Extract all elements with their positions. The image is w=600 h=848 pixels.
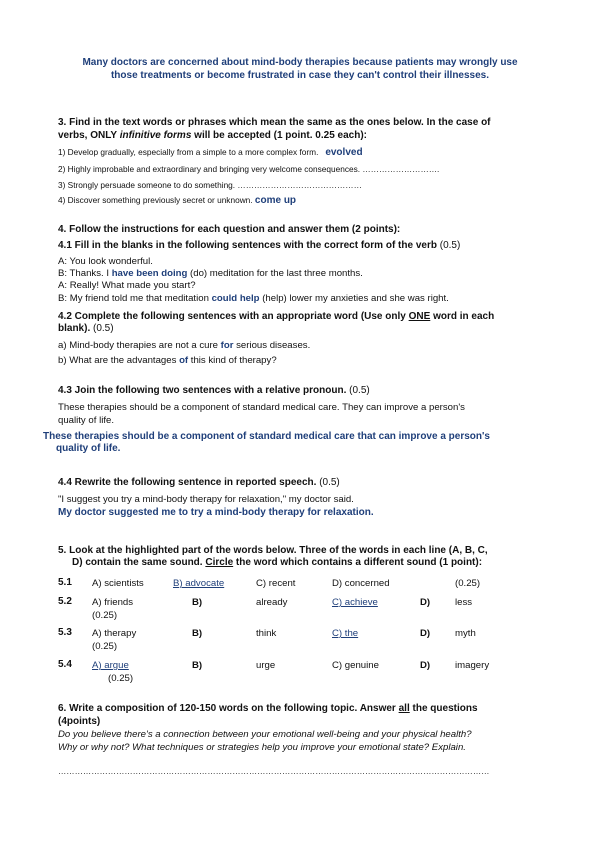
q5-row-1-option-a: A) scientists <box>92 578 144 589</box>
q44-heading: 4.4 Rewrite the following sentence in reported speech. (0.5) <box>58 477 340 488</box>
q5-row-4-option-d-letter: D) <box>420 660 431 671</box>
q3-item-3: 3) Strongly persuade someone to do something. ……………………………………… <box>58 180 362 190</box>
q5-row-2-option-d-word: less <box>455 597 473 608</box>
q5-row-number: 5.1 <box>58 577 72 588</box>
q5-heading-line-2: D) contain the same sound. Circle the word which contains a different sound (1 point): <box>72 557 483 568</box>
q43-text-1: These therapies should be a component of standard medical care. They can improve a person's <box>58 402 465 413</box>
q5-row-2-option-b-letter: B) <box>192 597 203 608</box>
q5-row-3-option-d-letter: D) <box>420 628 431 639</box>
q3-item-4: 4) Discover something previously secret or unknown. come up <box>58 195 297 206</box>
q42-heading-line-2: blank). (0.5) <box>58 323 114 334</box>
q3-item-2: 2) Highly improbable and extraordinary and bringing very welcome consequences. ………………………. <box>58 164 440 174</box>
q5-row-2-option-b-word: already <box>256 597 288 608</box>
q5-row-number: 5.2 <box>58 596 72 607</box>
q43-heading: 4.3 Join the following two sentences with a relative pronoun. (0.5) <box>58 385 370 396</box>
q5-row-3-option-b-letter: B) <box>192 628 203 639</box>
q5-row-1-option-b-circled: B) advocate <box>173 578 225 589</box>
q41-line-d: B: My friend told me that meditation could help (help) lower my anxieties and she was right. <box>58 293 449 304</box>
q5-row-3-option-a: A) therapy <box>92 628 137 639</box>
q5-row-4-option-c: C) genuine <box>332 660 379 671</box>
q5-row-2-points: (0.25) <box>92 610 118 621</box>
q6-writing-line[interactable]: ………………………………………………………………………………………………………………………………………… <box>58 766 490 776</box>
q6-prompt-line-2: Why or why not? What techniques or strategies help you improve your emotional state? Explain. <box>58 742 466 753</box>
q5-row-4-option-b-letter: B) <box>192 660 203 671</box>
q5-row-1-points: (0.25) <box>455 578 481 589</box>
q42-item-a: a) Mind-body therapies are not a cure for serious diseases. <box>58 340 311 351</box>
q42-answer-a: for <box>220 340 234 351</box>
q42-answer-b: of <box>179 355 189 366</box>
q5-row-1-option-d: D) concerned <box>332 578 390 589</box>
q3-heading-line-1: 3. Find in the text words or phrases which mean the same as the ones below. In the case of <box>58 117 491 128</box>
q5-heading-line-1: 5. Look at the highlighted part of the words below. Three of the words in each line (A, B, C, <box>58 545 488 556</box>
q44-answer: My doctor suggested me to try a mind-body therapy for relaxation. <box>58 507 374 518</box>
q41-line-c: A: Really! What made you start? <box>58 280 196 291</box>
q5-row-3-points: (0.25) <box>92 641 118 652</box>
q5-row-3-option-b-word: think <box>256 628 277 639</box>
q3-item-1: 1) Develop gradually, especially from a simple to a more complex form. evolved <box>58 147 363 158</box>
q5-row-2-option-c-circled: C) achieve <box>332 597 378 608</box>
q41-line-b: B: Thanks. I have been doing (do) meditation for the last three months. <box>58 268 363 279</box>
q44-text: "I suggest you try a mind-body therapy for relaxation," my doctor said. <box>58 494 354 505</box>
q42-heading-line-1: 4.2 Complete the following sentences with an appropriate word (Use only ONE word in each <box>58 311 495 322</box>
q5-row-3-option-c-circled: C) the <box>332 628 359 639</box>
q3-item-1-answer: evolved <box>325 147 363 158</box>
q41-answer-2: could help <box>211 293 260 304</box>
q41-answer-1: have been doing <box>111 268 188 279</box>
q3-item-4-answer: come up <box>254 195 297 206</box>
q5-row-3-option-d-word: myth <box>455 628 476 639</box>
q5-row-number: 5.4 <box>58 659 72 670</box>
q5-row-4-option-b-word: urge <box>256 660 276 671</box>
q42-item-b: b) What are the advantages of this kind of therapy? <box>58 355 277 366</box>
q43-answer-1: These therapies should be a component of standard medical care that can improve a person's <box>43 431 490 442</box>
q5-row-2-option-d-letter: D) <box>420 597 431 608</box>
q5-row-4-option-d-word: imagery <box>455 660 490 671</box>
q43-answer-2: quality of life. <box>56 443 121 454</box>
q5-row-2-option-a: A) friends <box>92 597 134 608</box>
q5-row-4-points: (0.25) <box>108 673 134 684</box>
q5-row-1-option-c: C) recent <box>256 578 296 589</box>
intro-line-2: those treatments or become frustrated in case they can't control their illnesses. <box>110 70 490 81</box>
q6-heading-line-2: (4points) <box>58 716 101 727</box>
q41-heading: 4.1 Fill in the blanks in the following sentences with the correct form of the verb (0.5) <box>58 240 461 251</box>
q41-line-a: A: You look wonderful. <box>58 256 153 267</box>
intro-line-1: Many doctors are concerned about mind-body therapies because patients may wrongly use <box>82 57 518 68</box>
q6-heading-line-1: 6. Write a composition of 120-150 words on the following topic. Answer all the questions <box>58 703 478 714</box>
q6-prompt-line-1: Do you believe there's a connection between your emotional well-being and your physical health? <box>58 729 472 740</box>
q4-heading: 4. Follow the instructions for each question and answer them (2 points): <box>58 224 401 235</box>
q5-row-number: 5.3 <box>58 627 72 638</box>
q43-text-2: quality of life. <box>58 415 114 426</box>
q5-row-4-option-a-circled: A) argue <box>92 660 129 671</box>
q3-heading-line-2: verbs, ONLY infinitive forms will be accepted (1 point. 0.25 each): <box>58 130 367 141</box>
